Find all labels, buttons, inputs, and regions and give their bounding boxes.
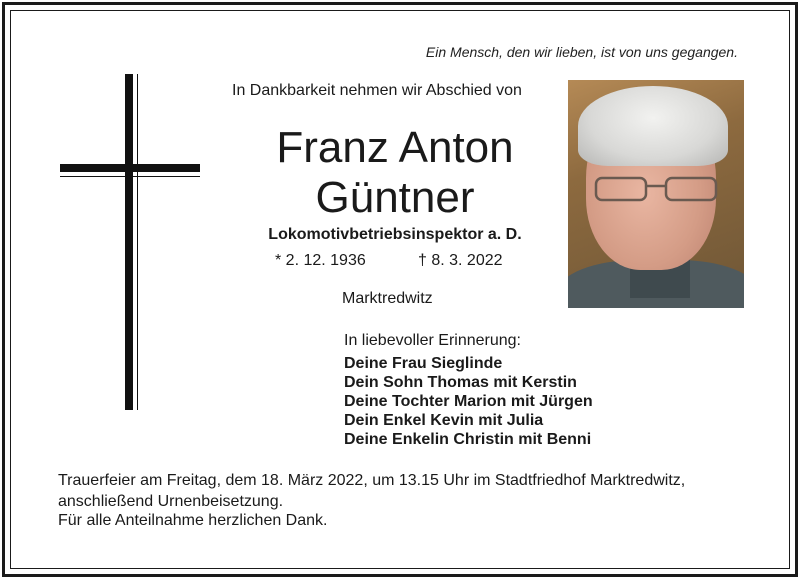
family-member: Dein Sohn Thomas mit Kerstin — [344, 374, 577, 391]
family-member: Deine Frau Sieglinde — [344, 355, 503, 372]
memory-heading: In liebevoller Erinnerung: — [344, 332, 521, 349]
place: Marktredwitz — [342, 290, 433, 307]
funeral-service-info: Trauerfeier am Freitag, dem 18. März 2022, um 13.15 Uhr im Stadtfriedhof Marktredwitz, anschließend Urnenbeisetzung. — [58, 472, 686, 510]
motto: Ein Mensch, den wir lieben, ist von uns gegangen. — [425, 44, 738, 60]
thanks-text: Für alle Anteilnahme herzlichen Dank. — [58, 512, 328, 529]
deceased-last-name: Güntner — [315, 173, 475, 222]
family-member: Deine Tochter Marion mit Jürgen — [344, 393, 593, 410]
family-member: Deine Enkelin Christin mit Benni — [344, 431, 592, 448]
birth-date: * 2. 12. 1936 — [275, 252, 366, 269]
family-list — [344, 354, 593, 449]
portrait-photo — [568, 80, 744, 308]
cross-icon — [60, 74, 200, 412]
intro-text: In Dankbarkeit nehmen wir Abschied von — [232, 82, 522, 99]
deceased-first-name: Franz Anton — [276, 123, 514, 172]
deceased-title: Lokomotivbetriebsinspektor a. D. — [268, 226, 522, 243]
death-date: † 8. 3. 2022 — [418, 252, 503, 269]
family-member: Dein Enkel Kevin mit Julia — [344, 412, 544, 429]
